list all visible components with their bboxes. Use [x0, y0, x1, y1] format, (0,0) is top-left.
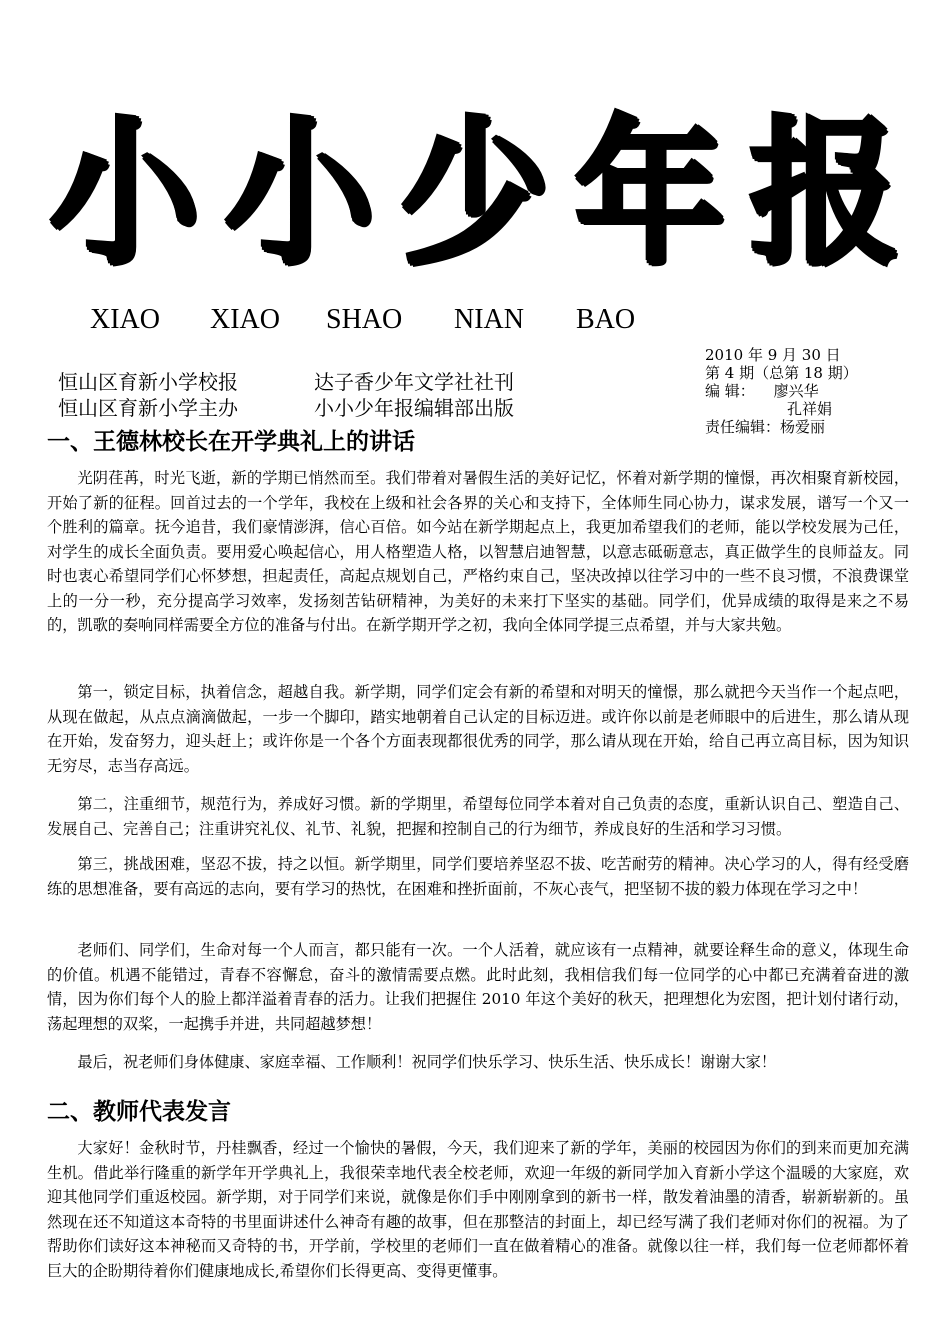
club-journal-label: 达子香少年文学社社刊: [314, 370, 514, 394]
masthead-char: 年: [574, 103, 725, 287]
pinyin-label: XIAO: [210, 304, 280, 335]
article-paragraph: 第二，注重细节，规范行为，养成好习惯。新的学期里，希望每位同学本着对自己负责的态度，重新认识自己、塑造自己、发展自己、完善自己；注重讲究礼仪、礼节、礼貌，把握和控制自己的行为细节，养成良好的生活和学习习惯。: [47, 795, 909, 838]
school-host-label: 恒山区育新小学主办: [58, 396, 238, 420]
article-paragraph: 大家好！金秋时节，丹桂飘香，经过一个愉快的暑假，今天，我们迎来了新的学年，美丽的校园因为你们的到来而更加充满生机。借此举行隆重的新学年开学典礼上，我很荣幸地代表全校老师，欢迎一年级的新同学加入育新小学这个温暖的大家庭，欢迎其他同学们重返校园。新学期，对于同学们来说，就像是你们手中刚刚拿到的新书一样，散发着油墨的清香，崭新崭新的。虽然现在还不知道这本奇特的书里面讲述什么神奇有趣的故事，但在那整洁的封面上，却已经写满了我们老师对你们的祝福。为了帮助你们读好这本神秘而又奇特的书，开学前，学校里的老师们一直在做着精心的准备。就像以往一样，我们每一位老师都怀着巨大的企盼期待着你们健康地成长,希望你们长得更高、变得更懂事。: [47, 1139, 909, 1280]
editorial-dept-label: 小小少年报编辑部出版: [314, 396, 514, 420]
editors-label: 编 辑：: [705, 382, 755, 400]
article-paragraph: 第一，锁定目标，执着信念，超越自我。新学期，同学们定会有新的希望和对明天的憧憬，那么就把今天当作一个起点吧，从现在做起，从点点滴滴做起，一步一个脚印，踏实地朝着自己认定的目标迈进。或许你以前是老师眼中的后进生，那么请从现在开始，发奋努力，迎头赶上；或许你是一个各个方面表现都很优秀的同学，那么请从现在开始，给自己再立高目标，因为知识无穷尽，志当存高远。: [47, 683, 909, 775]
issue-info: [705, 346, 858, 436]
pinyin-label: SHAO: [326, 304, 403, 335]
section-heading: 一、王德林校长在开学典礼上的讲话: [47, 428, 415, 455]
masthead-title: [50, 95, 900, 295]
masthead-char: 小: [224, 103, 375, 287]
pinyin-label: XIAO: [90, 304, 160, 335]
editor-name: 廖兴华: [773, 382, 819, 400]
masthead-char: 报: [749, 103, 900, 287]
issue-date: 2010 年 9 月 30 日: [705, 346, 841, 364]
article-paragraph: 老师们、同学们，生命对每一个人而言，都只能有一次。一个人活着，就应该有一点精神，就要诠释生命的意义，体现生命的价值。机遇不能错过，青春不容懈怠，奋斗的激情需要点燃。此时此刻，我相信我们每一位同学的心中都已充满着奋进的激情，因为你们每个人的脸上都洋溢着青春的活力。让我们把握住 2010 年这个美好的秋天，把理想化为宏图，把计划付诸行动，荡起理想的双桨，一起携手并进，共同超越梦想！: [47, 941, 909, 1033]
pinyin-label: BAO: [576, 304, 636, 335]
masthead-char: 少: [399, 103, 550, 287]
editors-line: [705, 382, 858, 400]
editor-name: 孔祥娟: [787, 400, 833, 418]
section-heading: 二、教师代表发言: [47, 1098, 231, 1125]
article-paragraph: 最后，祝老师们身体健康、家庭幸福、工作顺利！祝同学们快乐学习、快乐生活、快乐成长！谢谢大家！: [77, 1053, 777, 1071]
article-paragraph: 第三，挑战困难，坚忍不拔，持之以恒。新学期里，同学们要培养坚忍不拔、吃苦耐劳的精神。决心学习的人，得有经受磨练的思想准备，要有高远的志向，要有学习的热忱，在困难和挫折面前，不灰心丧气，把坚韧不拔的毅力体现在学习之中！: [47, 855, 909, 898]
school-paper-label: 恒山区育新小学校报: [58, 370, 238, 394]
pinyin-label: NIAN: [454, 304, 524, 335]
chief-editor: 责任编辑：杨爱丽: [705, 418, 826, 436]
issue-number: 第 4 期（总第 18 期）: [705, 364, 858, 382]
masthead-char: 小: [50, 103, 201, 287]
article-paragraph: 光阴荏苒，时光飞逝，新的学期已悄然而至。我们带着对暑假生活的美好记忆，怀着对新学期的憧憬，再次相聚育新校园，开始了新的征程。回首过去的一个学年，我校在上级和社会各界的关心和支持下，全体师生同心协力，谋求发展，谱写一个又一个胜利的篇章。抚今追昔，我们豪情澎湃，信心百倍。如今站在新学期起点上，我更加希望我们的老师，能以学校发展为己任，对学生的成长全面负责。要用爱心唤起信心，用人格塑造人格，以智慧启迪智慧，以意志砥砺意志，真正做学生的良师益友。同时也衷心希望同学们心怀梦想，担起责任，高起点规划自己，严格约束自己，坚决改掉以往学习中的一些不良习惯，不浪费课堂上的一分一秒，充分提高学习效率，发扬刻苦钻研精神，为美好的未来打下坚实的基础。同学们，优异成绩的取得是来之不易的，凯歌的奏响同样需要全方位的准备与付出。在新学期开学之初，我向全体同学提三点希望，并与大家共勉。: [47, 469, 909, 634]
